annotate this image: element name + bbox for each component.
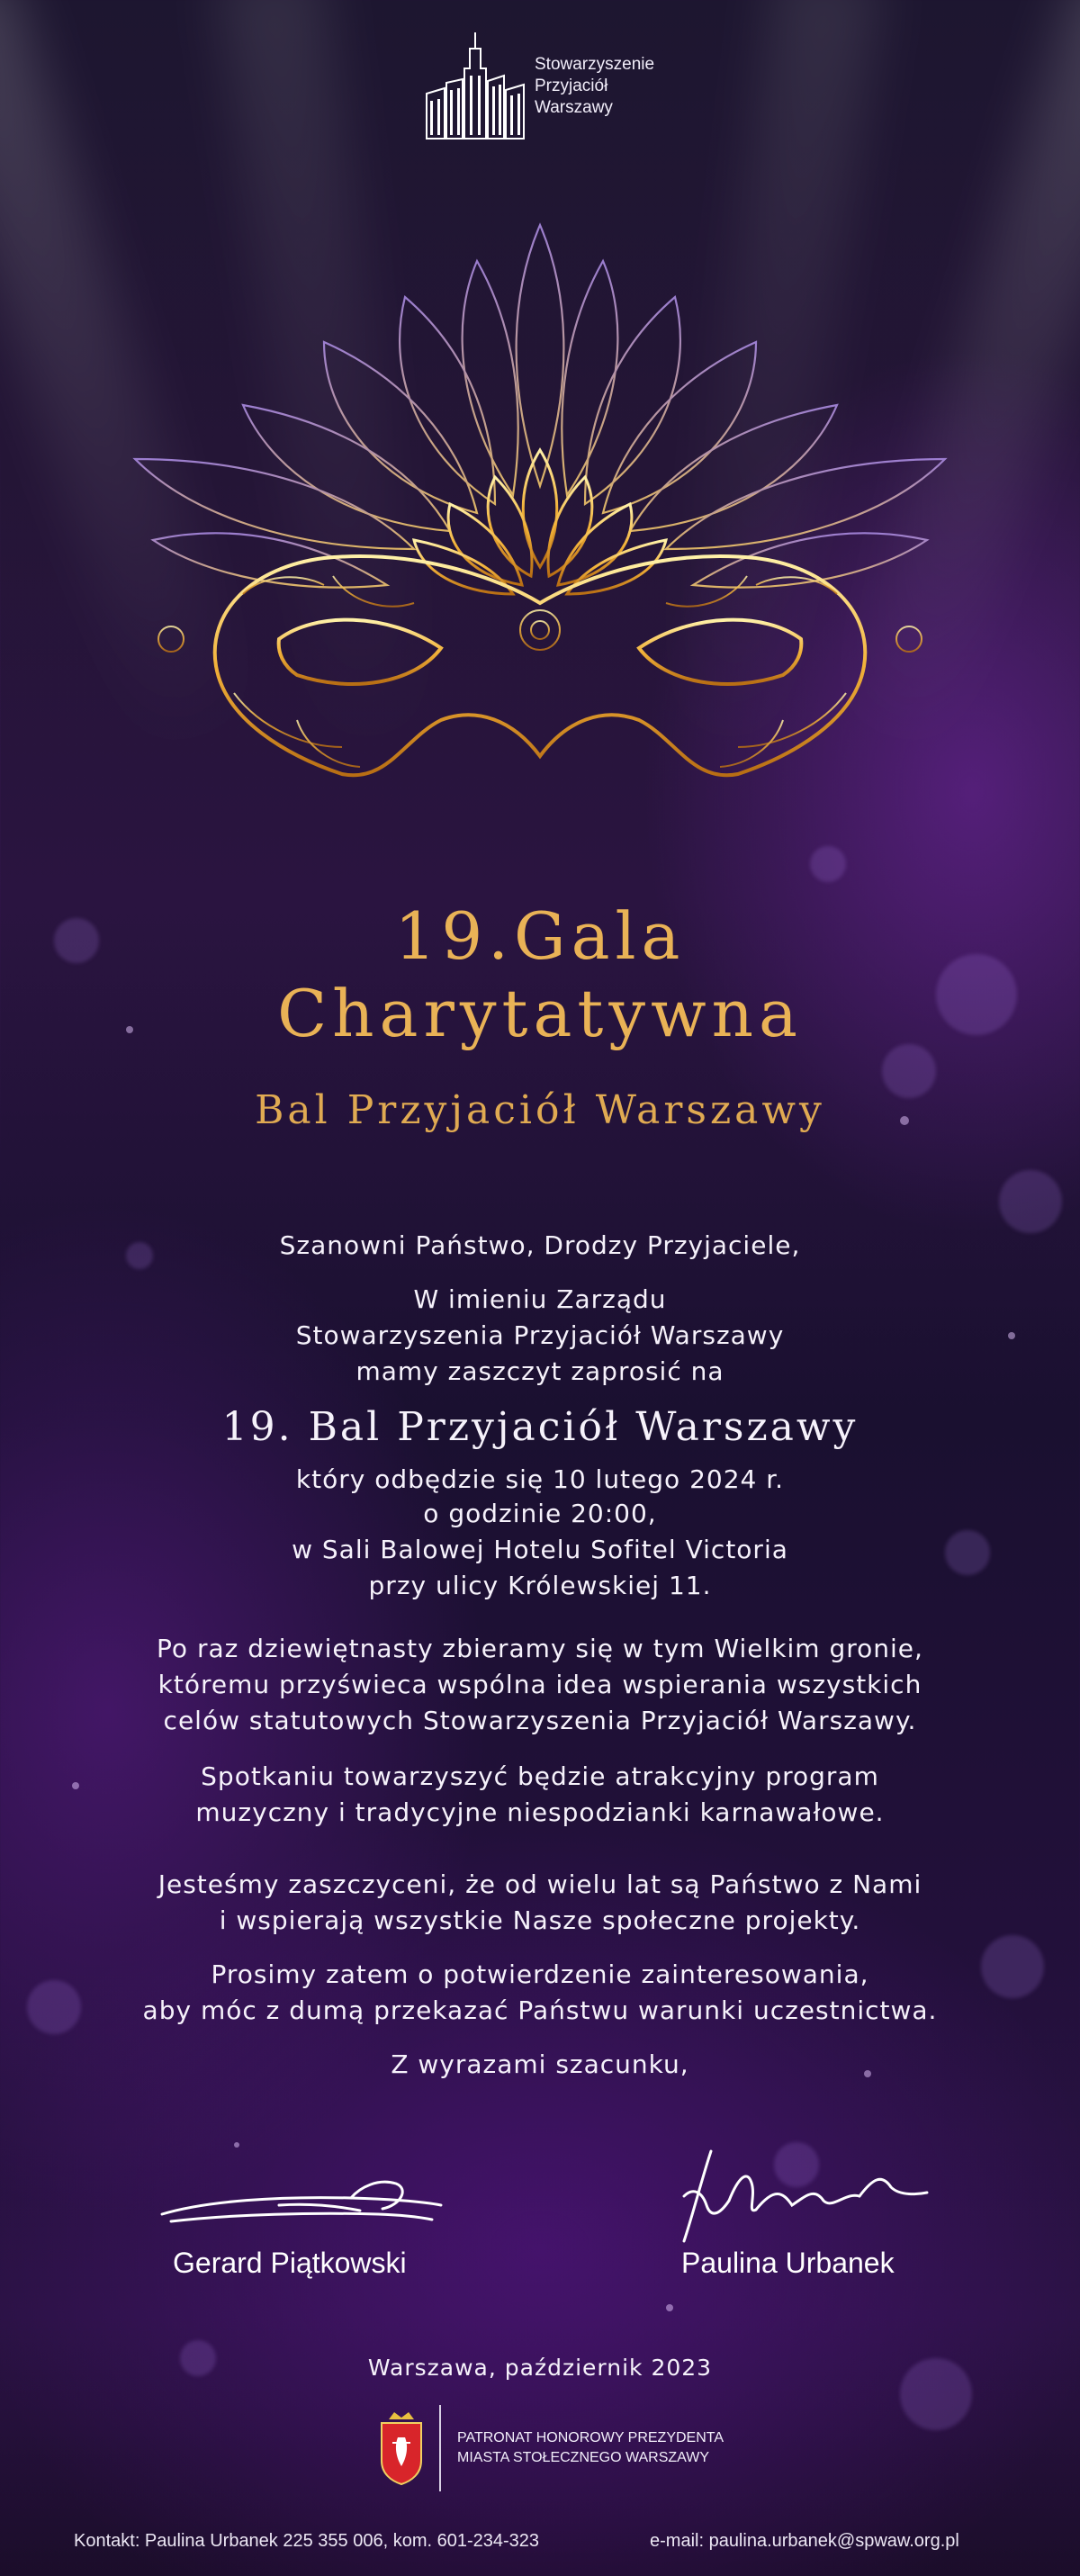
event-detail-line: o godzinie 20:00, bbox=[423, 1499, 657, 1528]
footer-email[interactable]: e-mail: paulina.urbanek@spwaw.org.pl bbox=[650, 2531, 959, 2551]
gala-title-line-1: 19.Gala bbox=[394, 898, 686, 974]
intro-line: Stowarzyszenia Przyjaciół Warszawy bbox=[295, 1320, 785, 1350]
city-skyline-icon bbox=[423, 31, 527, 142]
logo-line: Przyjaciół bbox=[535, 77, 608, 95]
closing: Z wyrazami szacunku, bbox=[391, 2049, 689, 2079]
signature-gerard bbox=[153, 2151, 459, 2241]
event-detail-line: przy ulicy Królewskiej 11. bbox=[368, 1571, 712, 1600]
paragraph-line: Po raz dziewiętnasty zbieramy się w tym Wielkim gronie, bbox=[157, 1634, 923, 1663]
paragraph-line: Spotkaniu towarzyszyć będzie atrakcyjny program bbox=[201, 1761, 879, 1791]
paragraph-line: któremu przyświeca wspólna idea wspierania wszystkich bbox=[158, 1670, 922, 1699]
paragraph-line: Jesteśmy zaszczyceni, że od wielu lat są Państwo z Nami bbox=[158, 1869, 922, 1899]
patronage-line: PATRONAT HONOROWY PREZYDENTA bbox=[457, 2430, 724, 2445]
divider bbox=[439, 2405, 441, 2491]
paragraph-line: Prosimy zatem o potwierdzenie zainteresowania, bbox=[211, 1959, 869, 1989]
place-date: Warszawa, październik 2023 bbox=[367, 2355, 713, 2381]
intro-line: W imieniu Zarządu bbox=[413, 1284, 667, 1314]
gala-subtitle: Bal Przyjaciół Warszawy bbox=[255, 1087, 825, 1133]
logo-wordmark bbox=[535, 54, 654, 119]
logo-line: Stowarzyszenie bbox=[535, 55, 655, 74]
paragraph-line: muzyczny i tradycyjne niespodzianki karnawałowe. bbox=[195, 1797, 885, 1827]
signatory-name: Paulina Urbanek bbox=[681, 2247, 895, 2279]
gala-title-line-2: Charytatywna bbox=[277, 976, 803, 1051]
signatory-name: Gerard Piątkowski bbox=[173, 2247, 407, 2279]
paragraph-line: celów statutowych Stowarzyszenia Przyjaciół Warszawy. bbox=[163, 1706, 917, 1735]
warsaw-coat-of-arms-icon bbox=[378, 2410, 425, 2486]
event-detail-line: w Sali Balowej Hotelu Sofitel Victoria bbox=[292, 1535, 788, 1564]
footer-contact: Kontakt: Paulina Urbanek 225 355 006, kom. 601-234-323 bbox=[74, 2531, 540, 2551]
association-logo bbox=[423, 29, 666, 144]
event-name: 19. Bal Przyjaciół Warszawy bbox=[221, 1404, 859, 1450]
masquerade-mask-illustration bbox=[117, 216, 963, 819]
intro-line: mamy zaszczyt zaprosić na bbox=[356, 1356, 724, 1386]
logo-line: Warszawy bbox=[535, 98, 613, 117]
event-detail-line: który odbędzie się 10 lutego 2024 r. bbox=[295, 1464, 785, 1494]
patronage-text bbox=[457, 2428, 724, 2468]
honorary-patronage bbox=[378, 2403, 724, 2493]
signature-paulina bbox=[657, 2142, 936, 2250]
greeting: Szanowni Państwo, Drodzy Przyjaciele, bbox=[279, 1230, 801, 1260]
paragraph-line: i wspierają wszystkie Nasze społeczne projekty. bbox=[219, 1905, 861, 1935]
patronage-line: MIASTA STOŁECZNEGO WARSZAWY bbox=[457, 2450, 710, 2465]
paragraph-line: aby móc z dumą przekazać Państwu warunki uczestnictwa. bbox=[142, 1995, 938, 2025]
